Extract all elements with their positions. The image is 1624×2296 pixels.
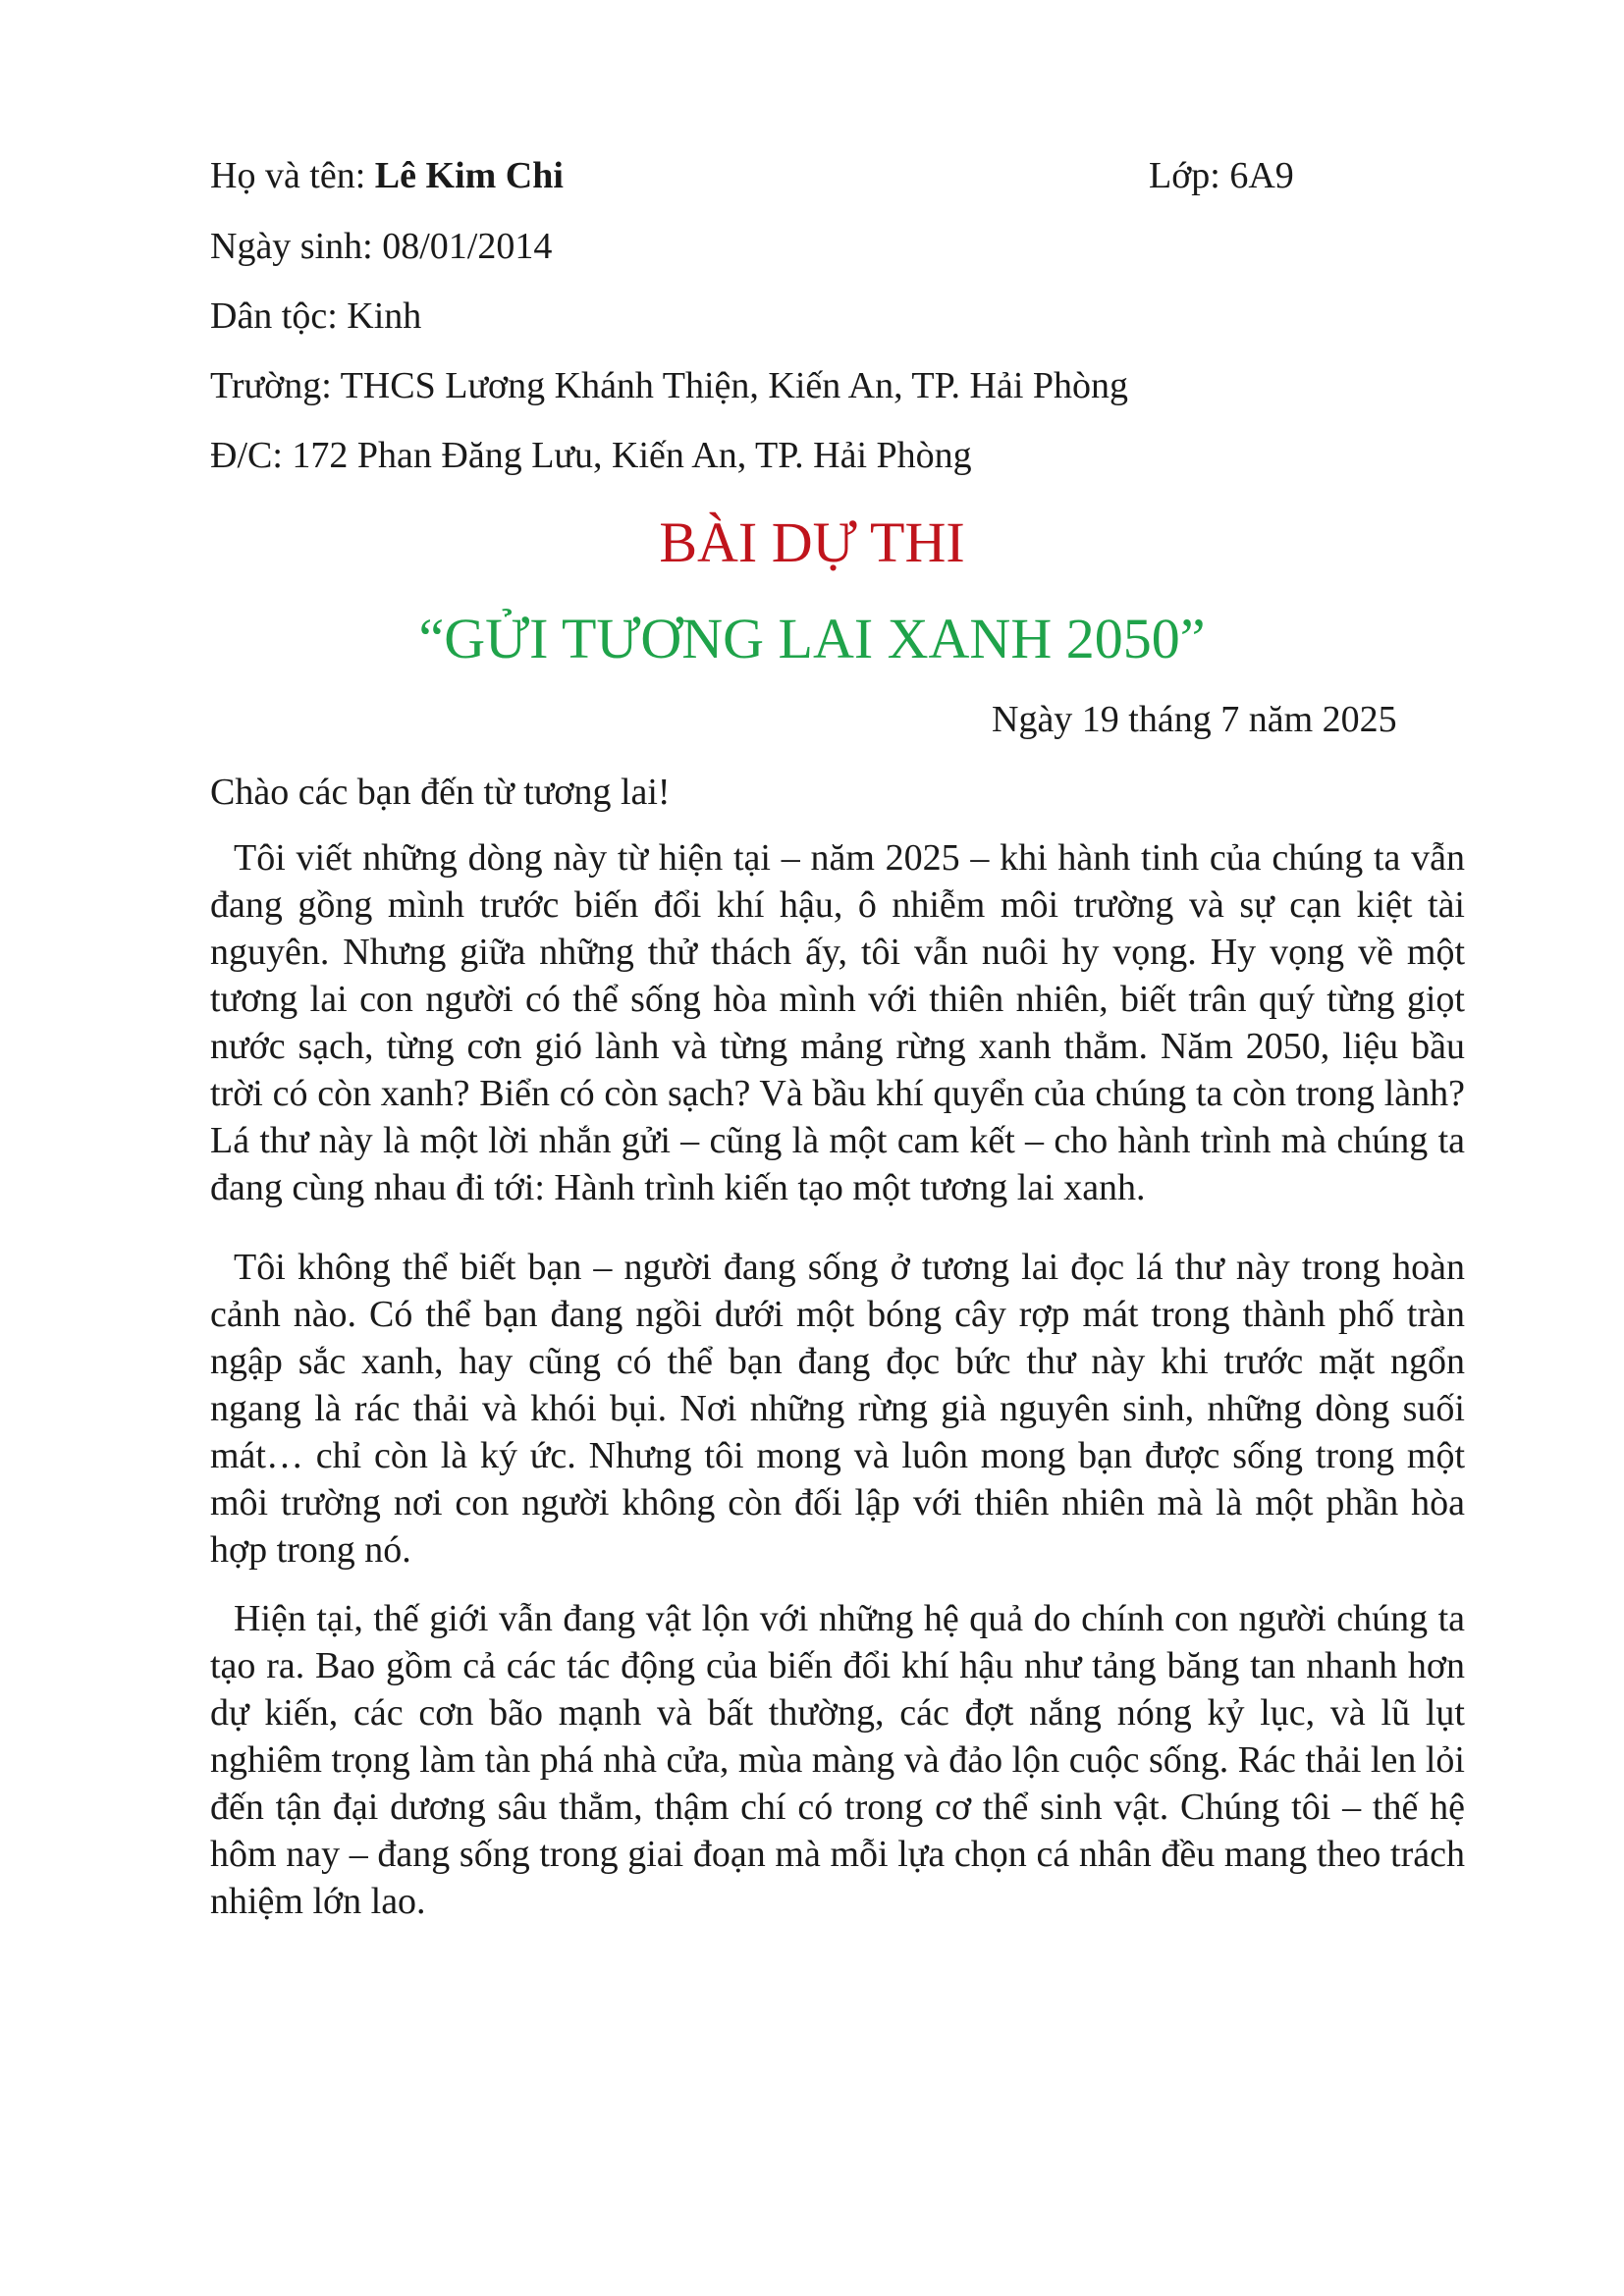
greeting: Chào các bạn đến từ tương lai! (210, 772, 671, 813)
student-name: Lê Kim Chi (374, 155, 564, 196)
address: Đ/C: 172 Phan Đăng Lưu, Kiến An, TP. Hải Phòng (210, 435, 972, 476)
student-name-line (210, 157, 564, 194)
letter-date: Ngày 19 tháng 7 năm 2025 (992, 699, 1397, 740)
paragraph-2: Tôi không thể biết bạn – người đang sống ở tương lai đọc lá thư này trong hoàn cảnh nào. Có thể bạn đang ngồi dưới một bóng cây rợp mát trong thành phố tràn ngập sắc xanh, hay cũng có thể bạn đang đọc bức thư này khi trước mặt ngổn ngang là rác thải và khói bụi. Nơi những rừng già nguyên sinh, những dòng suối mát… chỉ còn là ký ức. Nhưng tôi mong và luôn mong bạn được sống trong một môi trường nơi con người không còn đối lập với thiên nhiên mà là một phần hòa hợp trong nó. (210, 1247, 1465, 1571)
school: Trường: THCS Lương Khánh Thiện, Kiến An, TP. Hải Phòng (210, 365, 1129, 406)
title-line-2: “GỬI TƯƠNG LAI XANH 2050” (418, 607, 1206, 670)
class-label: Lớp: 6A9 (1149, 155, 1294, 196)
ethnicity: Dân tộc: Kinh (210, 295, 422, 337)
name-label: Họ và tên: (210, 155, 375, 196)
title-line-1: BÀI DỰ THI (659, 510, 965, 574)
birth-date: Ngày sinh: 08/01/2014 (210, 226, 553, 267)
paragraph-3: Hiện tại, thế giới vẫn đang vật lộn với những hệ quả do chính con người chúng ta tạo ra. Bao gồm cả các tác động của biến đổi khí hậu như tảng băng tan nhanh hơn dự kiến, các cơn bão mạnh và bất thường, các đợt nắng nóng kỷ lục, và lũ lụt nghiêm trọng làm tàn phá nhà cửa, mùa màng và đảo lộn cuộc sống. Rác thải len lỏi đến tận đại dương sâu thẳm, thậm chí có trong cơ thể sinh vật. Chúng tôi – thế hệ hôm nay – đang sống trong giai đoạn mà mỗi lựa chọn cá nhân đều mang theo trách nhiệm lớn lao. (210, 1598, 1465, 1922)
paragraph-1: Tôi viết những dòng này từ hiện tại – năm 2025 – khi hành tinh của chúng ta vẫn đang gồng mình trước biến đổi khí hậu, ô nhiễm môi trường và sự cạn kiệt tài nguyên. Nhưng giữa những thử thách ấy, tôi vẫn nuôi hy vọng. Hy vọng về một tương lai con người có thể sống hòa mình với thiên nhiên, biết trân quý từng giọt nước sạch, từng cơn gió lành và từng mảng rừng xanh thẳm. Năm 2050, liệu bầu trời có còn xanh? Biển có còn sạch? Và bầu khí quyển của chúng ta còn trong lành? Lá thư này là một lời nhắn gửi – cũng là một cam kết – cho hành trình mà chúng ta đang cùng nhau đi tới: Hành trình kiến tạo một tương lai xanh. (210, 837, 1465, 1208)
